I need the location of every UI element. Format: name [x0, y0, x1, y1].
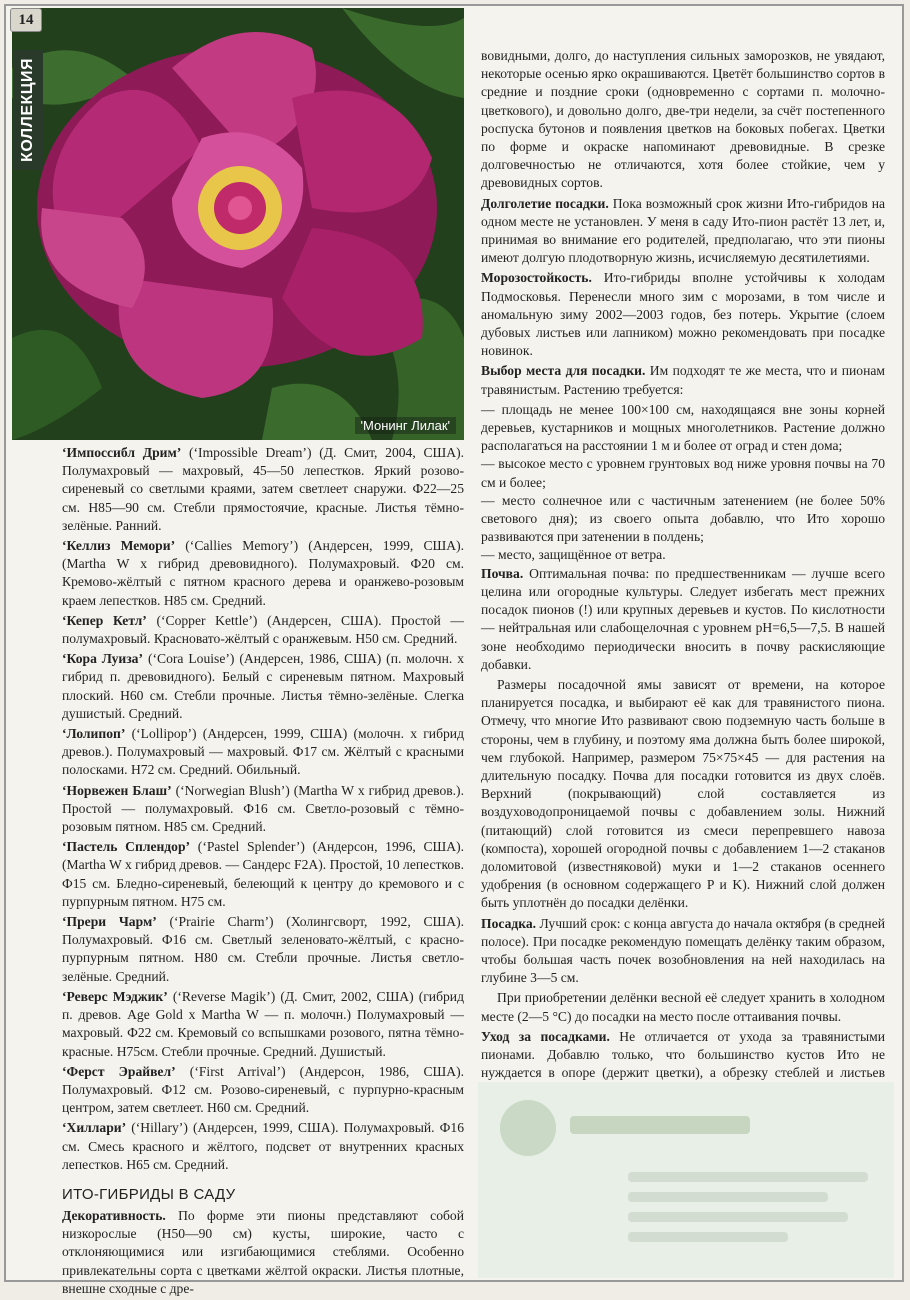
ad-blur [628, 1232, 788, 1242]
variety-entry [62, 650, 464, 723]
site-paragraph [481, 362, 885, 398]
paragraph-label: Долголетие посадки. [481, 195, 609, 211]
continued-paragraph: вовидными, долго, до наступления сильных заморозков, не увядают, некоторые осенью ярко окрашиваются. Цветёт большинство сортов в средние и поздние сроки (одновременно с сортами п. молочно-цветкового), и довольно долго, две-три недели, за счёт постепенного роспуска бутонов и появления цветков на боковых побегах. Цветки по форме и окраске напоминают древовидные. В срезке долговечностью не отличаются, хотя более стойкие, чем у древовидных сортов. [481, 48, 885, 191]
variety-text: (‘Hillary’) (Андерсен, 1999, США). Полумахровый. Ф16 см. Смесь красного и жёлтого, подсвет от внутренних красных лепестков. Н65 см. Средний. [62, 1120, 464, 1172]
variety-entry [62, 537, 464, 610]
variety-text: (‘Impossible Dream’) (Д. Смит, 2004, США). Полумахровый — махровый, 45—50 лепестков. Яркий розово-сиреневый со светлыми краями, затем светлеет снаружи. Ф22—25 см. Н85—90 см. Стебли прямостоячие, красные. Листья тёмно-зелёные. Ранний. [62, 445, 464, 533]
variety-entry [62, 782, 464, 837]
variety-entry [62, 988, 464, 1061]
spring-paragraph: При приобретении делёнки весной её следует хранить в холодном месте (2—5 °С) до посадки на место после оттаивания почвы. [481, 990, 885, 1024]
variety-name: ‘Импоссибл Дрим’ [62, 445, 182, 460]
paragraph-text: Ито-гибриды вполне устойчивы к холодам Подмосковья. Перенесли много зим с морозами, в том числе и аномальную зиму 2002—2003 годов, без потерь. Укрытие (слоем дубовых листьев или лапником) можно рекомендовать при посадке новинок. [481, 270, 885, 359]
ad-blur [628, 1172, 868, 1182]
variety-name: ‘Кора Луиза’ [62, 651, 144, 667]
paragraph-text: Пока возможный срок жизни Ито-гибридов на одном месте не установлен. У меня в саду Ито-пион растёт 13 лет, и, принимая во внимание его родителей, предполагаю, что эти пионы имеют долгую плодотворную жизнь, исчисляемую десятилетиями. [481, 195, 885, 266]
paragraph-label: Декоративность. [62, 1207, 166, 1223]
section-heading: ИТО-ГИБРИДЫ В САДУ [62, 1185, 236, 1203]
variety-text: (‘Cora Louise’) (Андерсен, 1986, США) (п. молочн. x гибрид п. древовидного). Белый с сиреневым пятном. Махровый плоский. Н60 см. Стебли прочные. Листья тёмно-зелёные. Слегка душистый. Средний. [62, 651, 465, 721]
variety-name: ‘Кепер Кетл’ [62, 612, 147, 628]
variety-text: (‘Lollipop’) (Андерсен, 1999, США) (молочн. x гибрид древов.). Полумахровый — махровый. Ф17 см. Жёлтый с красными полосками. Н72 см. Средний. Обильный. [62, 726, 464, 778]
variety-name: ‘Хиллари’ [62, 1120, 127, 1136]
pit-paragraph: Размеры посадочной ямы зависят от времени, на которое планируется посадка, и выбирают её как для травянистого пиона. Отмечу, что многие Ито развивают свою подземную часть больше в стороны, чем в глубину, и поэтому яма должна быть более широкой, чем глубокой. Например, размером 75×75×45 — для растения на длительную посадку. Почва для посадки готовится из двух слоёв. Верхний (покрывающий) слой составляется из воздуховодопроницаемой почвы с добавлением золы. Нижний (питающий) слой готовится из смеси перепревшего навоза (компоста), хорошей огородной почвы с добавлением 1—2 стаканов доломитовой (известняковой) муки и 1—2 стаканов осеннего удобрения (в основном содержащего P и K). Нижний слой должен быть уплотнён до посадки делёнки. [481, 676, 885, 911]
section-tab [13, 50, 43, 170]
ad-logo-icon [500, 1100, 556, 1156]
paragraph-label: Посадка. [481, 915, 537, 931]
site-list-item: — место солнечное или с частичным затенением (не более 50% светового дня); из своего опыта добавлю, что Ито хорошо развиваются при затенении в полдень; [481, 492, 885, 545]
variety-text: (‘First Arrival’) (Андерсон, 1986, США). Полумахровый. Ф12 см. Розово-сиреневый, с пурпурно-красным центром, затем светлеет. Н60 см. Средний. [62, 1063, 465, 1116]
decor-paragraph [62, 1207, 464, 1298]
variety-name: ‘Прери Чарм’ [62, 914, 157, 930]
variety-entry [62, 725, 464, 780]
variety-name: ‘Реверс Мэджик’ [62, 988, 168, 1004]
site-list-item: — площадь не менее 100×100 см, находящаяся вне зоны корней деревьев, кустарников и мощных многолетников. Растение должно располагаться на расстоянии 1 м и более от оград и стен дома; [481, 401, 885, 454]
variety-text: (‘Copper Kettle’) (Андерсен, США). Простой — полумахровый. Красновато-жёлтый с оранжевым. Н50 см. Средний. [62, 612, 464, 647]
variety-entry [62, 444, 464, 535]
ad-blur [628, 1212, 848, 1222]
variety-text: (‘Prairie Charm’) (Холингсворт, 1992, США). Полумахровый. Ф16 см. Светлый зеленовато-жёлтый, с красно-пурпурным пятном. Н80 см. Стебли прочные. Листья светло-зелёные. Средний. [62, 914, 464, 984]
paragraph-text: Им подходят те же места, что и пионам травянистым. Растению требуется: [481, 363, 886, 397]
variety-entry [62, 1063, 464, 1118]
variety-text: (‘Callies Memory’) (Андерсен, 1999, США). (Martha W x гибрид древовидного). Полумахровый. Ф20 см. Кремово-жёлтый с пятном красного дерева и оранжево-розовым краем лепестков. Н85 см. Средний. [62, 538, 464, 608]
paragraph-text: Оптимальная почва: по предшественникам — лучше всего целина или огородные культуры. Следует избегать мест прежних посадок пионов (!) или крупных деревьев и кустов. По кислотности — нейтральная или слабощелочная с уровнем pH=6,5—7,5. В нашей зоне необходимо периодически вносить в почву раскисляющие добавки. [481, 565, 885, 672]
blurred-ad-block [478, 1082, 894, 1278]
paragraph-text: Лучший срок: с конца августа до начала октября (в средней полосе). При посадке рекомендую помещать делёнку таким образом, чтобы большая часть почек возобновления на ней находилась на глубине 3—5 см. [481, 915, 885, 986]
site-list-item: — высокое место с уровнем грунтовых вод ниже уровня почвы на 70 см и более; [481, 456, 885, 490]
variety-text: (‘Norwegian Blush’) (Martha W x гибрид древов.). Простой — полумахровый. Ф16 см. Светло-розовый с тёмно-розовым пятном. Н85 см. Средний. [62, 782, 464, 835]
planting-paragraph [481, 915, 885, 988]
peony-illustration [12, 8, 464, 440]
variety-entry [62, 1119, 464, 1174]
variety-name: ‘Келлиз Мемори’ [62, 538, 176, 554]
site-list-item: — место, защищённое от ветра. [481, 547, 666, 563]
page-number: 14 [10, 8, 42, 32]
ad-blur [628, 1192, 828, 1202]
variety-entry [62, 838, 464, 911]
photo-caption: 'Монинг Лилак' [355, 417, 456, 434]
variety-name: ‘Лолипоп’ [62, 726, 126, 742]
paragraph-label: Почва. [481, 565, 524, 581]
peony-photo [12, 8, 464, 440]
variety-name: ‘Норвежен Блаш’ [62, 782, 172, 798]
frost-paragraph [481, 269, 885, 360]
variety-text: (‘Reverse Magik’) (Д. Смит, 2002, США) (гибрид п. древов. Age Gold x Martha W — п. молочн.) Полумахровый — махровый. Ф22 см. Кремовый со вспышками розового, пятна тёмно-красные. Н75см. Стебли прочные. Средний. Душистый. [62, 988, 464, 1059]
variety-text: (‘Pastel Splender’) (Андерсон, 1996, США). (Martha W x гибрид древов. — Сандерс F2A). Простой, 10 лепестков. Ф15 см. Бледно-сиреневый, белеющий к центру до кремового и с пурпурным пятном. Н75 см. [62, 839, 465, 909]
paragraph-label: Морозостойкость. [481, 270, 592, 286]
variety-entry [62, 612, 464, 648]
left-column [62, 444, 464, 1300]
section-label: КОЛЛЕКЦИЯ [19, 58, 36, 162]
paragraph-label: Уход за посадками. [481, 1028, 610, 1044]
right-column [481, 47, 885, 1159]
ad-blur [570, 1116, 750, 1134]
soil-paragraph [481, 565, 885, 674]
paragraph-label: Выбор места для посадки. [481, 363, 646, 379]
paragraph-text: Не отличается от ухода за травянистыми пионами. Добавлю только, что большинство кустов Ито не нуждается в опоре (держит цветки), а обрезку стеблей и листьев [481, 1028, 885, 1081]
longevity-paragraph [481, 195, 885, 268]
paragraph-text: По форме эти пионы представляют собой низкорослые (Н50—90 см) кусты, широкие, часто с отклоняющимися или изгибающимися стеблями. Особенно привлекательны сорта с цветками жёлтой окраски. Листья плотные, внешне сходные с дре- [62, 1207, 464, 1296]
variety-name: ‘Пастель Сплендор’ [62, 839, 191, 855]
variety-entry [62, 913, 464, 986]
variety-name: ‘Ферст Эрайвел’ [62, 1063, 176, 1079]
